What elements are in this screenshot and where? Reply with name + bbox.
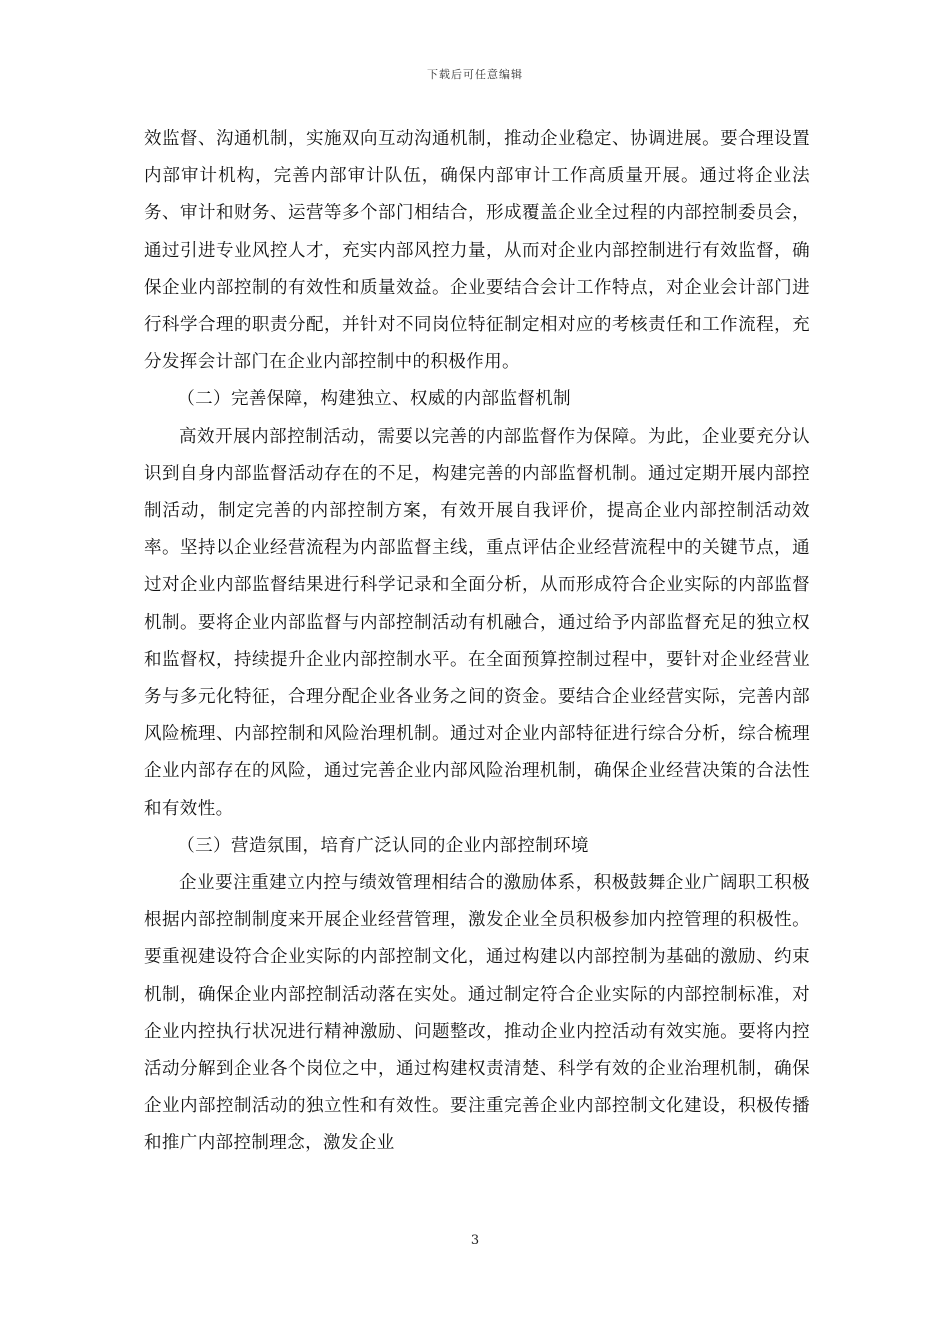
page-header: 下载后可任意编辑 bbox=[427, 68, 523, 81]
section-heading-2: （二）完善保障，构建独立、权威的内部监督机制 bbox=[177, 389, 572, 410]
document-body bbox=[144, 121, 810, 1163]
page-number: 3 bbox=[470, 1233, 480, 1248]
paragraph-internal-supervision: 高效开展内部控制活动，需要以完善的内部监督作为保障。为此，企业要充分认识到自身内部监督活动存在的不足，构建完善的内部监督机制。通过定期开展内部控制活动，制定完善的内部控制方案，有效开展自我评价，提高企业内部控制活动效率。坚持以企业经营流程为内部监督主线，重点评估企业经营流程中的关键节点，通过对企业内部监督结果进行科学记录和全面分析，从而形成符合企业实际的内部监督机制。要将企业内部监督与内部控制活动有机融合，通过给予内部监督充足的独立权和监督权，持续提升企业内部控制水平。在全面预算控制过程中，要针对企业经营业务与多元化特征，合理分配企业各业务之间的资金。要结合企业经营实际，完善内部风险梳理、内部控制和风险治理机制。通过对企业内部特征进行综合分析，综合梳理企业内部存在的风险，通过完善企业内部风险治理机制，确保企业经营决策的合法性和有效性。 bbox=[144, 426, 810, 819]
paragraph-continued: 效监督、沟通机制，实施双向互动沟通机制，推动企业稳定、协调进展。要合理设置内部审计机构，完善内部审计队伍，确保内部审计工作高质量开展。通过将企业法务、审计和财务、运营等多个部门相结合，形成覆盖企业全过程的内部控制委员会，通过引进专业风控人才，充实内部风控力量，从而对企业内部控制进行有效监督，确保企业内部控制的有效性和质量效益。企业要结合会计工作特点，对企业会计部门进行科学合理的职责分配，并针对不同岗位特征制定相对应的考核责任和工作流程，充分发挥会计部门在企业内部控制中的积极作用。 bbox=[144, 129, 810, 373]
paragraph-control-environment: 企业要注重建立内控与绩效管理相结合的激励体系，积极鼓舞企业广阔职工积极根据内部控制制度来开展企业经营管理，激发企业全员积极参加内控管理的积极性。要重视建设符合企业实际的内部控制文化，通过构建以内部控制为基础的激励、约束机制，确保企业内部控制活动落在实处。通过制定符合企业实际的内部控制标准，对企业内控执行状况进行精神激励、问题整改，推动企业内控活动有效实施。要将内控活动分解到企业各个岗位之中，通过构建权责清楚、科学有效的企业治理机制，确保企业内部控制活动的独立性和有效性。要注重完善企业内部控制文化建设，积极传播和推广内部控制理念，激发企业 bbox=[144, 873, 810, 1154]
section-heading-3: （三）营造氛围，培育广泛认同的企业内部控制环境 bbox=[177, 835, 589, 856]
